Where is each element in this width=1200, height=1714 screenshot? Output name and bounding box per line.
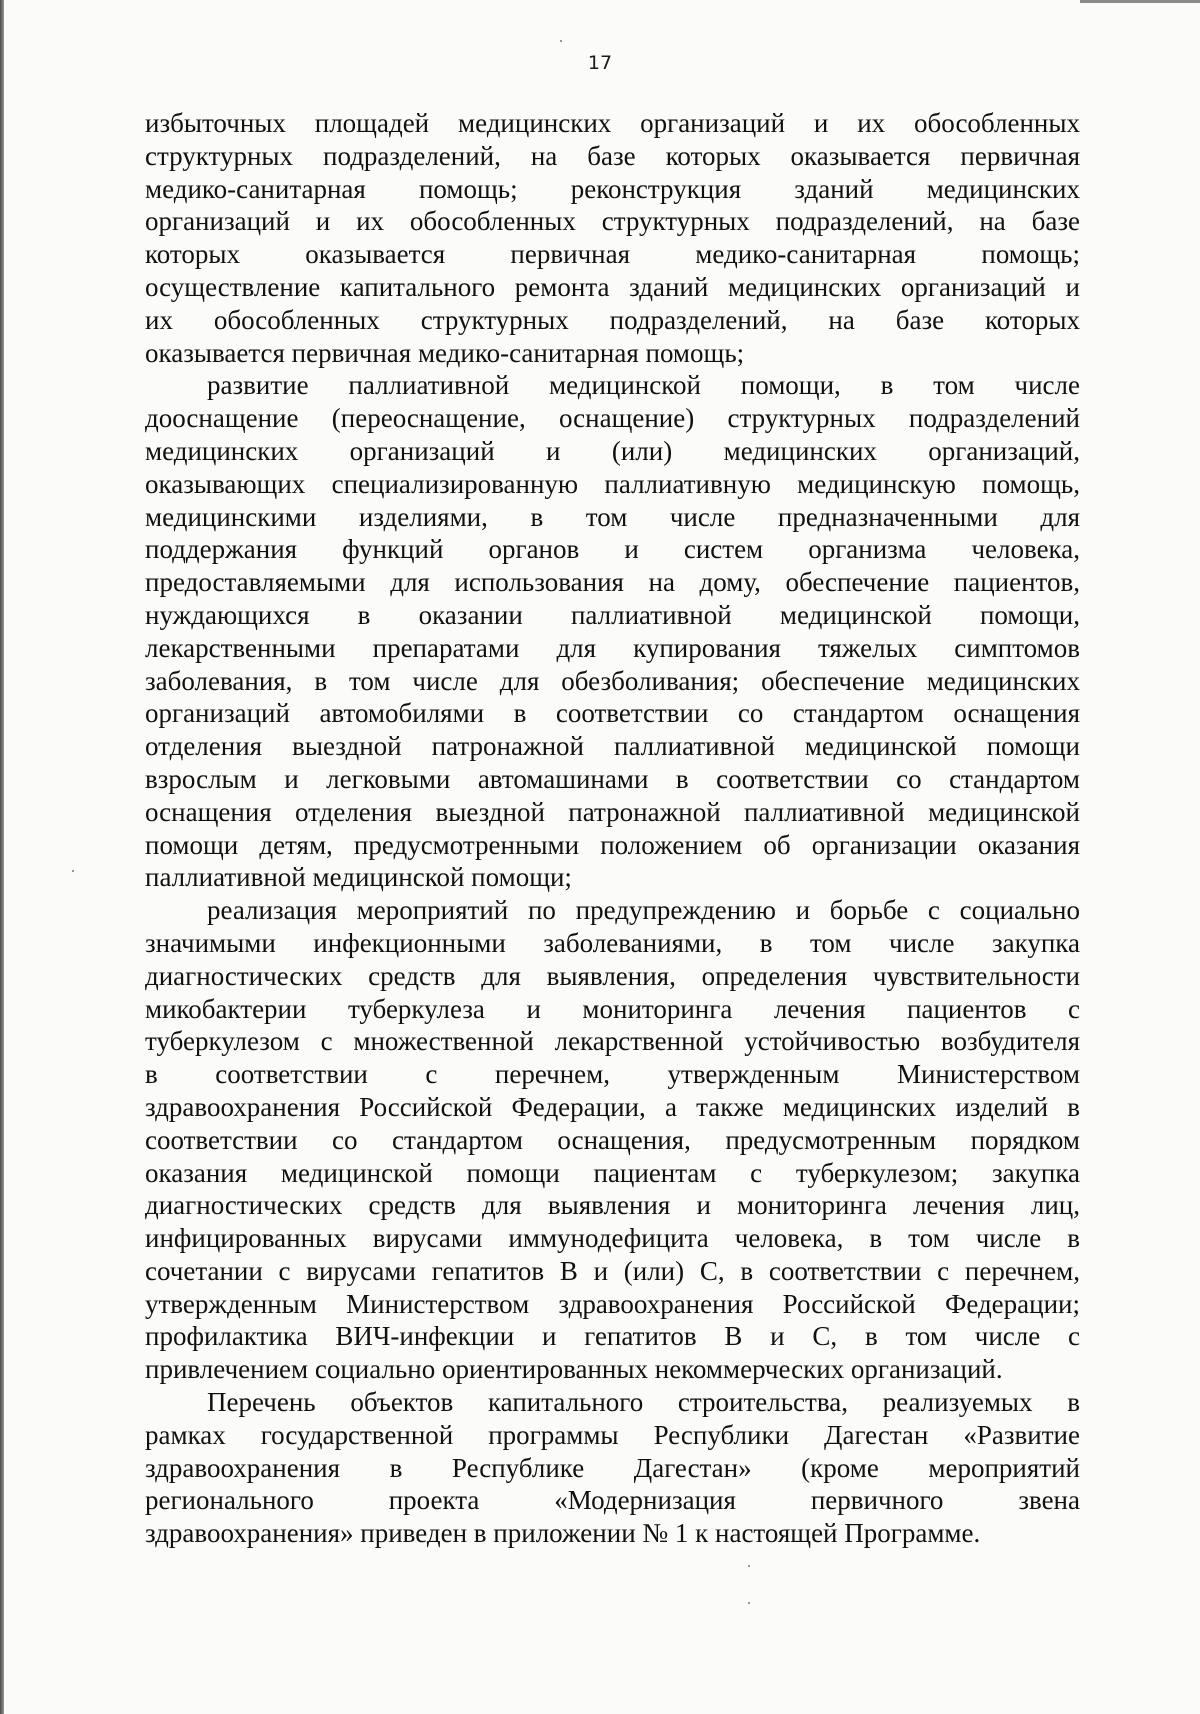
text-line: сочетании с вирусами гепатитов В и (или) С, в соответствии с перечнем, (145, 1255, 1080, 1286)
text-line: медико-санитарная помощь; реконструкция зданий медицинских (145, 173, 1080, 204)
text-line: рамках государственной программы Республики Дагестан «Развитие (145, 1419, 1080, 1450)
text-line: избыточных площадей медицинских организаций и их обособленных (145, 108, 1080, 138)
text-line: отделения выездной патронажной паллиативной медицинской помощи (145, 731, 1080, 762)
text-line: значимыми инфекционными заболеваниями, в том числе закупка (145, 927, 1080, 958)
text-line: здравоохранения Российской Федерации, а также медицинских изделий в (145, 1091, 1080, 1122)
text-line: поддержания функций органов и систем организма человека, (145, 534, 1080, 565)
text-line: их обособленных структурных подразделений, на базе которых (145, 304, 1080, 335)
scan-speck (560, 40, 562, 42)
scan-speck (748, 1602, 750, 1604)
text-line: структурных подразделений, на базе которых оказывается первичная (145, 140, 1080, 171)
text-line: нуждающихся в оказании паллиативной медицинской помощи, (145, 599, 1080, 630)
text-line: соответствии со стандартом оснащения, предусмотренным порядком (145, 1124, 1080, 1155)
scan-speck (748, 1565, 750, 1567)
paragraph-start-line: Перечень объектов капитального строительства, реализуемых в (207, 1387, 1080, 1418)
paragraph-start-line: реализация мероприятий по предупреждению и борьбе с социально (207, 895, 1080, 926)
text-line: регионального проекта «Модернизация первичного звена (145, 1485, 1080, 1516)
scan-top-edge (1080, 0, 1200, 3)
text-line: оказывающих специализированную паллиативную медицинскую помощь, (145, 468, 1080, 499)
text-line: организаций и их обособленных структурных подразделений, на базе (145, 206, 1080, 237)
text-line: туберкулезом с множественной лекарственной устойчивостью возбудителя (145, 1026, 1080, 1057)
text-line: оказания медицинской помощи пациентам с туберкулезом; закупка (145, 1157, 1080, 1188)
text-line: привлечением социально ориентированных некоммерческих организаций. (145, 1354, 1003, 1385)
text-line: инфицированных вирусами иммунодефицита человека, в том числе в (145, 1223, 1080, 1254)
text-line: диагностических средств для выявления и мониторинга лечения лиц, (145, 1190, 1080, 1221)
text-line: помощи детям, предусмотренными положением об организации оказания (145, 829, 1080, 860)
scan-left-edge (0, 0, 4, 1714)
text-line: оказывается первичная медико-санитарная помощь; (145, 337, 745, 368)
text-line: диагностических средств для выявления, определения чувствительности (145, 960, 1080, 991)
text-line: здравоохранения в Республике Дагестан» (кроме мероприятий (145, 1452, 1080, 1483)
scan-speck (72, 870, 74, 872)
text-line: оснащения отделения выездной патронажной паллиативной медицинской (145, 796, 1080, 827)
text-line: профилактика ВИЧ-инфекции и гепатитов В и С, в том числе с (145, 1321, 1080, 1352)
text-line: заболевания, в том числе для обезболивания; обеспечение медицинских (145, 665, 1080, 696)
text-line: микобактерии туберкулеза и мониторинга лечения пациентов с (145, 993, 1080, 1024)
text-line: паллиативной медицинской помощи; (145, 862, 572, 893)
page-number: 17 (587, 52, 613, 74)
text-line: дооснащение (переоснащение, оснащение) структурных подразделений (145, 403, 1080, 434)
text-line: предоставляемыми для использования на дому, обеспечение пациентов, (145, 567, 1080, 598)
text-line: здравоохранения» приведен в приложении № 1 к настоящей Программе. (145, 1518, 981, 1549)
text-line: утвержденным Министерством здравоохранения Российской Федерации; (145, 1288, 1080, 1319)
text-line: в соответствии с перечнем, утвержденным Министерством (145, 1059, 1080, 1090)
paragraph-start-line: развитие паллиативной медицинской помощи, в том числе (207, 370, 1080, 401)
text-line: лекарственными препаратами для купирования тяжелых симптомов (145, 632, 1080, 663)
text-line: осуществление капитального ремонта зданий медицинских организаций и (145, 271, 1080, 302)
text-line: медицинских организаций и (или) медицинских организаций, (145, 435, 1080, 466)
text-line: которых оказывается первичная медико-санитарная помощь; (145, 239, 1080, 270)
body-text (145, 107, 1080, 1550)
text-line: организаций автомобилями в соответствии со стандартом оснащения (145, 698, 1080, 729)
text-line: медицинскими изделиями, в том числе предназначенными для (145, 501, 1080, 532)
text-line: взрослым и легковыми автомашинами в соответствии со стандартом (145, 763, 1080, 794)
